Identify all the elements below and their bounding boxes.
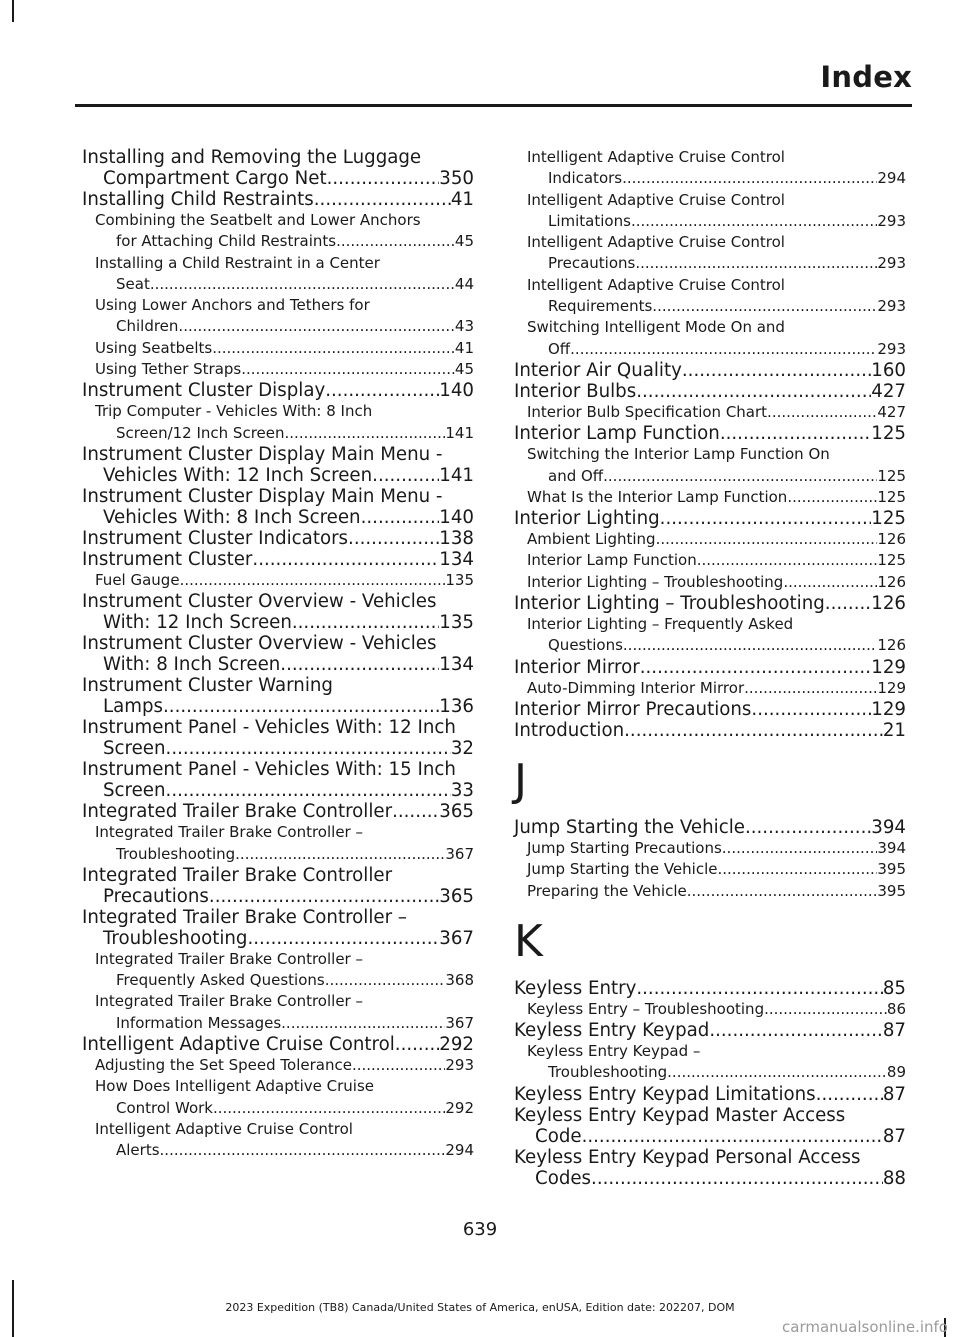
entry-text: Instrument Panel - Vehicles With: 15 Inch [82, 759, 456, 781]
page-reference: 293 [445, 1056, 474, 1075]
page-reference: 126 [877, 572, 906, 591]
entry-text: Intelligent Adaptive Cruise Control [527, 275, 785, 294]
entry-text: Interior Mirror Precautions [514, 698, 752, 720]
entry-text: Indicators [548, 169, 623, 188]
page-reference: 367 [439, 927, 474, 949]
entry-text: Intelligent Adaptive Cruise Control [95, 1119, 353, 1138]
index-subentry[interactable] [514, 881, 906, 902]
crop-mark-top-left [12, 0, 14, 22]
entry-text: and Off [548, 466, 604, 485]
index-subentry[interactable] [514, 529, 906, 550]
entry-text: Precautions [548, 254, 636, 273]
index-entry[interactable] [514, 1020, 906, 1041]
dot-leader [687, 881, 878, 902]
page-reference: 292 [445, 1098, 474, 1117]
entry-text: With: 8 Inch Screen [103, 654, 281, 676]
entry-text: Using Lower Anchors and Tethers for [95, 296, 370, 315]
entry-text: Interior Lighting – Troubleshooting [527, 572, 784, 591]
index-subentry[interactable] [82, 949, 474, 992]
entry-text: Jump Starting the Vehicle [527, 860, 718, 879]
index-entry[interactable] [514, 657, 906, 678]
dot-leader [281, 1013, 445, 1034]
entry-text: Instrument Panel - Vehicles With: 12 Inch [82, 717, 456, 739]
entry-text: Integrated Trailer Brake Controller – [82, 906, 407, 928]
dot-leader [325, 380, 439, 401]
index-entry[interactable] [82, 717, 474, 759]
entry-text: How Does Intelligent Adaptive Cruise [95, 1077, 374, 1096]
page-reference: 41 [454, 338, 474, 357]
index-subentry[interactable] [514, 838, 906, 859]
entry-text: Control Work [116, 1098, 213, 1117]
dot-leader [751, 699, 871, 720]
entry-text: With: 12 Inch Screen [103, 612, 292, 634]
page-reference: 44 [454, 274, 474, 293]
entry-text: Keyless Entry Keypad [514, 1020, 710, 1042]
dot-leader [166, 738, 451, 759]
page-reference: 135 [439, 612, 474, 634]
dot-leader [623, 635, 877, 656]
dot-leader [178, 316, 454, 337]
index-subentry[interactable] [514, 999, 906, 1020]
entry-text: Integrated Trailer Brake Controller – [95, 823, 363, 842]
index-subentry[interactable] [82, 1076, 474, 1119]
dot-leader [166, 780, 451, 801]
entry-text: Troubleshooting [116, 844, 236, 863]
index-entry[interactable] [514, 1147, 906, 1189]
entry-text: Instrument Cluster Display [82, 380, 326, 402]
dot-leader [591, 1168, 883, 1189]
index-entry[interactable] [82, 189, 474, 210]
dot-leader [744, 678, 877, 699]
entry-text: Interior Lighting – Frequently Asked [527, 615, 794, 634]
dot-leader [163, 696, 439, 717]
page-reference: 350 [439, 168, 474, 189]
dot-leader [209, 886, 439, 907]
index-entry[interactable] [82, 147, 474, 189]
index-entry[interactable] [82, 801, 474, 822]
index-column-right [514, 147, 906, 1189]
index-entry[interactable] [82, 759, 474, 801]
index-subentry[interactable] [82, 210, 474, 253]
page-reference: 367 [445, 1013, 474, 1032]
page-reference: 21 [882, 719, 906, 741]
page-reference: 129 [871, 698, 906, 720]
page-reference: 293 [877, 211, 906, 230]
entry-text: Introduction [514, 719, 625, 741]
index-entry[interactable] [514, 699, 906, 720]
dot-leader [767, 402, 877, 423]
index-entry[interactable] [514, 508, 906, 529]
dot-leader [816, 1084, 883, 1105]
dot-leader [709, 1020, 883, 1041]
dot-leader [636, 978, 883, 999]
entry-text: Troubleshooting [103, 927, 248, 949]
index-entry[interactable] [82, 675, 474, 717]
section-letter: K [514, 915, 543, 967]
page-number: 639 [462, 1219, 498, 1240]
index-subentry[interactable] [82, 253, 474, 296]
page-reference: 427 [877, 402, 906, 421]
entry-text: Interior Air Quality [514, 359, 682, 381]
dot-leader [285, 423, 446, 444]
page-reference: 367 [445, 844, 474, 863]
index-entry[interactable] [82, 865, 474, 907]
dot-leader [624, 720, 883, 741]
page-reference: 395 [877, 881, 906, 900]
page-reference: 160 [871, 359, 906, 381]
dot-leader [667, 1062, 887, 1083]
dot-leader [652, 296, 877, 317]
entry-text: Questions [548, 636, 623, 655]
page-reference: 138 [439, 527, 474, 549]
page-reference: 126 [877, 530, 906, 549]
page-reference: 292 [439, 1034, 474, 1056]
page-reference: 294 [877, 169, 906, 188]
index-entry[interactable] [514, 381, 906, 402]
index-subentry[interactable] [82, 822, 474, 865]
page-reference: 125 [877, 487, 906, 506]
section-letter: J [514, 754, 527, 806]
index-entry[interactable] [514, 817, 906, 838]
entry-text: Keyless Entry Keypad – [527, 1042, 701, 1061]
entry-text: Interior Lighting – Troubleshooting [514, 593, 825, 615]
index-subentry[interactable] [82, 295, 474, 338]
entry-text: Interior Lamp Function [514, 423, 720, 445]
page-reference: 129 [871, 656, 906, 678]
page-reference: 125 [871, 508, 906, 530]
entry-text: Keyless Entry Keypad Limitations [514, 1083, 816, 1105]
index-subentry[interactable] [82, 570, 474, 591]
dot-leader [764, 999, 887, 1020]
page-reference: 293 [877, 254, 906, 273]
page-reference: 134 [439, 548, 474, 570]
entry-text: Screen [103, 738, 166, 760]
index-entry[interactable] [82, 549, 474, 570]
page-reference: 293 [877, 297, 906, 316]
entry-text: Keyless Entry Keypad Master Access [514, 1104, 846, 1126]
entry-text: Fuel Gauge [95, 570, 180, 589]
dot-leader [603, 466, 877, 487]
dot-leader [682, 360, 871, 381]
entry-text: Alerts [116, 1141, 160, 1160]
entry-text: Instrument Cluster Warning [82, 675, 333, 697]
dot-leader [783, 572, 877, 593]
entry-text: Keyless Entry [514, 977, 637, 999]
entry-text: Vehicles With: 12 Inch Screen [103, 464, 373, 486]
entry-text: Installing a Child Restraint in a Center [95, 253, 380, 272]
page-reference: 368 [445, 971, 474, 990]
entry-text: Integrated Trailer Brake Controller – [95, 949, 363, 968]
index-entry[interactable] [514, 360, 906, 381]
index-subentry[interactable] [82, 1055, 474, 1076]
dot-leader [635, 253, 877, 274]
dot-leader [180, 570, 446, 591]
page-reference: 41 [450, 189, 474, 210]
entry-text: Integrated Trailer Brake Controller [82, 801, 393, 823]
entry-text: Combining the Seatbelt and Lower Anchors [95, 211, 421, 229]
index-subentry[interactable] [514, 572, 906, 593]
dot-leader [160, 1140, 446, 1161]
dot-leader [292, 612, 439, 633]
page-reference: 125 [871, 423, 906, 445]
entry-text: Switching the Interior Lamp Function On [527, 445, 830, 464]
dot-leader [656, 529, 878, 550]
index-subentry[interactable] [514, 614, 906, 657]
page-reference: 45 [454, 232, 474, 251]
page-reference: 87 [882, 1020, 906, 1042]
entry-text: Interior Bulbs [514, 380, 637, 402]
entry-text: Preparing the Vehicle [527, 881, 687, 900]
entry-text: Instrument Cluster Overview - Vehicles [82, 591, 437, 613]
page-reference: 395 [877, 860, 906, 879]
page-reference: 126 [877, 636, 906, 655]
dot-leader [717, 859, 877, 880]
entry-text: Instrument Cluster Display Main Menu - [82, 485, 443, 507]
dot-leader [336, 231, 455, 252]
dot-leader [327, 168, 440, 189]
entry-text: Vehicles With: 8 Inch Screen [103, 506, 361, 528]
index-entry[interactable] [514, 720, 906, 741]
index-subentry[interactable] [514, 444, 906, 487]
page-reference: 126 [871, 593, 906, 615]
page-reference: 32 [450, 738, 474, 760]
entry-text: Lamps [103, 696, 164, 718]
page-reference: 87 [882, 1083, 906, 1105]
index-subentry[interactable] [514, 317, 906, 360]
entry-text: What Is the Interior Lamp Function [527, 487, 788, 506]
entry-text: for Attaching Child Restraints [116, 232, 337, 251]
index-subentry[interactable] [82, 401, 474, 444]
header-divider [75, 104, 912, 107]
index-subentry[interactable] [82, 1119, 474, 1162]
page-reference: 293 [877, 339, 906, 358]
index-subentry[interactable] [514, 275, 906, 318]
page-reference: 33 [450, 780, 474, 802]
entry-text: Instrument Cluster Display Main Menu - [82, 443, 443, 465]
entry-text: Instrument Cluster Indicators [82, 527, 349, 549]
page-reference: 136 [439, 696, 474, 718]
entry-text: Children [116, 317, 179, 336]
dot-leader [395, 1034, 440, 1055]
entry-text: Intelligent Adaptive Cruise Control [527, 233, 785, 252]
entry-text: Screen [103, 780, 166, 802]
dot-leader [745, 817, 871, 838]
entry-text: Information Messages [116, 1013, 282, 1032]
index-column-left [82, 147, 474, 1162]
dot-leader [631, 211, 877, 232]
page-reference: 43 [454, 317, 474, 336]
entry-text: Screen/12 Inch Screen [116, 423, 285, 442]
page-reference: 294 [445, 1141, 474, 1160]
dot-leader [352, 1055, 445, 1076]
entry-text: Keyless Entry Keypad Personal Access [514, 1146, 861, 1168]
page-reference: 125 [877, 466, 906, 485]
index-subentry[interactable] [82, 338, 474, 359]
dot-leader [361, 507, 440, 528]
dot-leader [636, 381, 871, 402]
dot-leader [213, 1098, 445, 1119]
index-subentry[interactable] [514, 678, 906, 699]
entry-text: Installing Child Restraints [82, 189, 314, 210]
page-reference: 88 [882, 1167, 906, 1189]
page-reference: 125 [877, 551, 906, 570]
index-subentry[interactable] [514, 487, 906, 508]
dot-leader [392, 801, 439, 822]
page-reference: 394 [871, 816, 906, 838]
entry-text: Intelligent Adaptive Cruise Control [82, 1034, 395, 1056]
entry-text: Instrument Cluster [82, 548, 253, 570]
index-entry[interactable] [82, 1034, 474, 1055]
index-entry[interactable] [82, 633, 474, 675]
page-reference: 427 [871, 380, 906, 402]
entry-text: Integrated Trailer Brake Controller [82, 864, 393, 886]
entry-text: Integrated Trailer Brake Controller – [95, 992, 363, 1011]
index-subentry[interactable] [514, 190, 906, 233]
index-entry[interactable] [514, 978, 906, 999]
entry-text: Requirements [548, 297, 653, 316]
page-reference: 134 [439, 654, 474, 676]
page-title: Index [820, 60, 912, 94]
dot-leader [722, 838, 878, 859]
dot-leader [697, 550, 878, 571]
page-reference: 86 [886, 999, 906, 1018]
dot-leader [314, 189, 451, 210]
entry-text: Adjusting the Set Speed Tolerance [95, 1056, 352, 1075]
dot-leader [825, 593, 872, 614]
entry-text: Using Seatbelts [95, 338, 213, 357]
index-entry[interactable] [82, 486, 474, 528]
index-entry[interactable] [514, 423, 906, 444]
dot-leader [622, 168, 877, 189]
entry-text: Switching Intelligent Mode On and [527, 318, 785, 337]
entry-text: Interior Bulb Specification Chart [527, 402, 768, 421]
dot-leader [325, 970, 446, 991]
dot-leader [150, 274, 455, 295]
entry-text: Interior Lighting [514, 508, 660, 530]
page-reference: 140 [439, 380, 474, 402]
entry-text: Off [548, 339, 571, 358]
index-subentry[interactable] [514, 859, 906, 880]
dot-leader [372, 465, 439, 486]
dot-leader [660, 508, 872, 529]
footer-text: 2023 Expedition (TB8) Canada/United States of America, enUSA, Edition date: 202207, DOM [225, 1301, 735, 1314]
entry-text: Auto-Dimming Interior Mirror [527, 678, 745, 697]
entry-text: Keyless Entry – Troubleshooting [527, 999, 765, 1018]
dot-leader [235, 844, 445, 865]
dot-leader [582, 1126, 883, 1147]
entry-text: Jump Starting the Vehicle [514, 816, 745, 838]
index-entry[interactable] [82, 380, 474, 401]
index-subentry[interactable] [82, 359, 474, 380]
page-reference: 394 [877, 838, 906, 857]
page-reference: 45 [454, 360, 474, 379]
entry-text: Limitations [548, 211, 631, 230]
entry-text: Code [535, 1125, 582, 1147]
entry-text: Instrument Cluster Overview - Vehicles [82, 633, 437, 655]
entry-text: Intelligent Adaptive Cruise Control [527, 148, 785, 166]
entry-text: Interior Lamp Function [527, 551, 697, 570]
index-entry[interactable] [82, 591, 474, 633]
index-entry[interactable] [514, 1105, 906, 1147]
entry-text: Frequently Asked Questions [116, 971, 325, 990]
index-entry[interactable] [514, 593, 906, 614]
entry-text: Precautions [103, 885, 209, 907]
page-reference: 365 [439, 801, 474, 823]
index-subentry[interactable] [514, 232, 906, 275]
watermark: carmanualsonline.info [782, 1318, 948, 1336]
page-reference: 89 [886, 1063, 906, 1082]
page-reference: 141 [445, 423, 474, 442]
dot-leader [640, 657, 872, 678]
entry-text: Seat [116, 274, 150, 293]
index-subentry[interactable] [514, 147, 906, 190]
entry-text: Intelligent Adaptive Cruise Control [527, 190, 785, 209]
dot-leader [280, 654, 439, 675]
entry-text: Trip Computer - Vehicles With: 8 Inch [95, 402, 373, 421]
dot-leader [570, 339, 877, 360]
page-reference: 365 [439, 885, 474, 907]
page-reference: 129 [877, 678, 906, 697]
page-reference: 85 [882, 977, 906, 999]
entry-text: Troubleshooting [548, 1063, 668, 1082]
entry-text: Codes [535, 1167, 592, 1189]
index-subentry[interactable] [514, 550, 906, 571]
index-subentry[interactable] [82, 991, 474, 1034]
dot-leader [241, 359, 455, 380]
entry-text: Installing and Removing the Luggage [82, 147, 422, 168]
index-subentry[interactable] [514, 1041, 906, 1084]
page-reference: 141 [439, 464, 474, 486]
index-entry[interactable] [82, 907, 474, 949]
dot-leader [252, 549, 439, 570]
page-reference: 140 [439, 506, 474, 528]
entry-text: Ambient Lighting [527, 530, 656, 549]
dot-leader [212, 338, 455, 359]
index-entry[interactable] [82, 444, 474, 486]
index-entry[interactable] [82, 528, 474, 549]
entry-text: Compartment Cargo Net [103, 168, 327, 189]
page-reference: 135 [445, 570, 474, 589]
page-reference: 87 [882, 1125, 906, 1147]
dot-leader [247, 928, 439, 949]
dot-leader [720, 423, 871, 444]
dot-leader [787, 487, 877, 508]
index-subentry[interactable] [514, 402, 906, 423]
entry-text: Using Tether Straps [95, 360, 242, 379]
entry-text: Jump Starting Precautions [527, 838, 722, 857]
dot-leader [348, 528, 439, 549]
entry-text: Interior Mirror [514, 656, 640, 678]
index-entry[interactable] [514, 1084, 906, 1105]
